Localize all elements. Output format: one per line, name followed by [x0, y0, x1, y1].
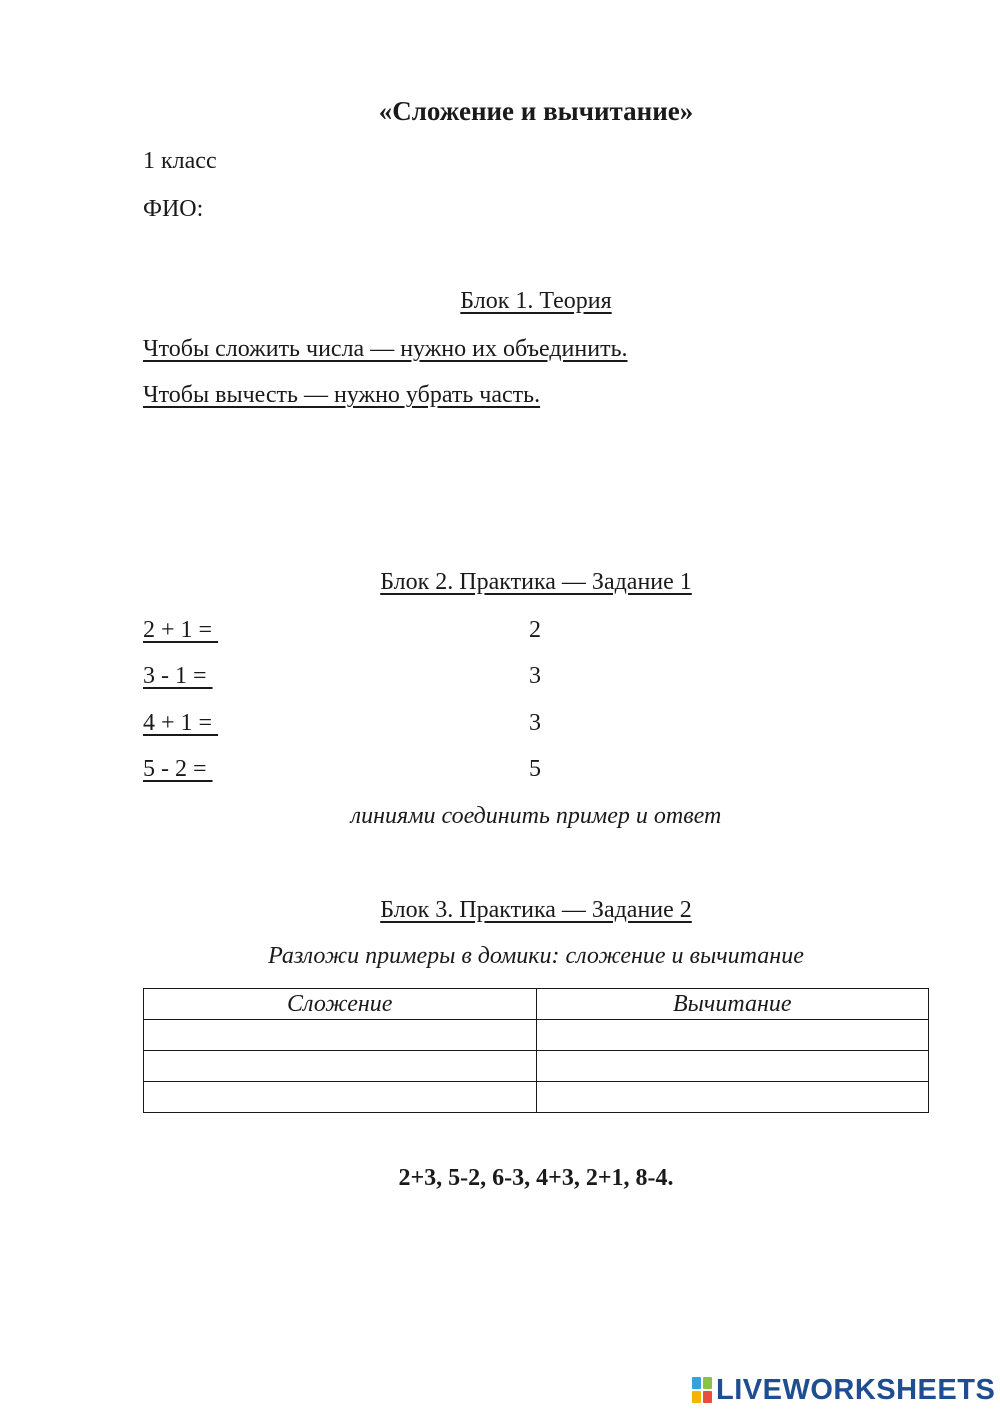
- block1-heading: Блок 1. Теория: [460, 288, 612, 314]
- subtraction-cell[interactable]: [536, 1082, 929, 1113]
- logo-tile: [692, 1391, 701, 1403]
- example-2: 3 - 1 =: [143, 663, 213, 689]
- expressions-list: 2+3, 5-2, 6-3, 4+3, 2+1, 8-4.: [398, 1165, 674, 1191]
- grade-label: 1 класс: [143, 148, 217, 174]
- logo-text: LIVEWORKSHEETS: [716, 1373, 996, 1406]
- logo-tiles-icon: [692, 1377, 712, 1403]
- logo-tile: [703, 1377, 712, 1389]
- subtraction-cell[interactable]: [536, 1051, 929, 1082]
- answer-1: 2: [529, 617, 541, 643]
- table-row: [144, 1020, 929, 1051]
- liveworksheets-logo: [692, 1374, 995, 1406]
- block2-heading: Блок 2. Практика — Задание 1: [380, 569, 692, 595]
- answer-3: 3: [529, 710, 541, 736]
- table-row: [144, 1082, 929, 1113]
- theory-line-2: Чтобы вычесть — нужно убрать часть.: [143, 382, 541, 408]
- answer-2: 3: [529, 663, 541, 689]
- answer-4: 5: [529, 756, 541, 782]
- name-field-label: ФИО:: [143, 196, 204, 222]
- addition-column-header: Сложение: [144, 989, 537, 1020]
- theory-line-1: Чтобы сложить числа — нужно их объединить.: [143, 336, 628, 362]
- subtraction-cell[interactable]: [536, 1020, 929, 1051]
- addition-cell[interactable]: [144, 1051, 537, 1082]
- worksheet-title: «Сложение и вычитание»: [378, 96, 694, 126]
- block3-instruction: Разложи примеры в домики: сложение и вычитание: [268, 943, 804, 969]
- example-1: 2 + 1 =: [143, 617, 219, 643]
- logo-tile: [703, 1391, 712, 1403]
- block2-instruction: линиями соединить пример и ответ: [350, 803, 722, 829]
- sorting-table: [143, 988, 929, 1113]
- addition-cell[interactable]: [144, 1082, 537, 1113]
- addition-cell[interactable]: [144, 1020, 537, 1051]
- table-header-row: [144, 989, 929, 1020]
- logo-tile: [692, 1377, 701, 1389]
- subtraction-column-header: Вычитание: [536, 989, 929, 1020]
- example-4: 5 - 2 =: [143, 756, 213, 782]
- block3-heading: Блок 3. Практика — Задание 2: [380, 897, 692, 923]
- table-row: [144, 1051, 929, 1082]
- example-3: 4 + 1 =: [143, 710, 219, 736]
